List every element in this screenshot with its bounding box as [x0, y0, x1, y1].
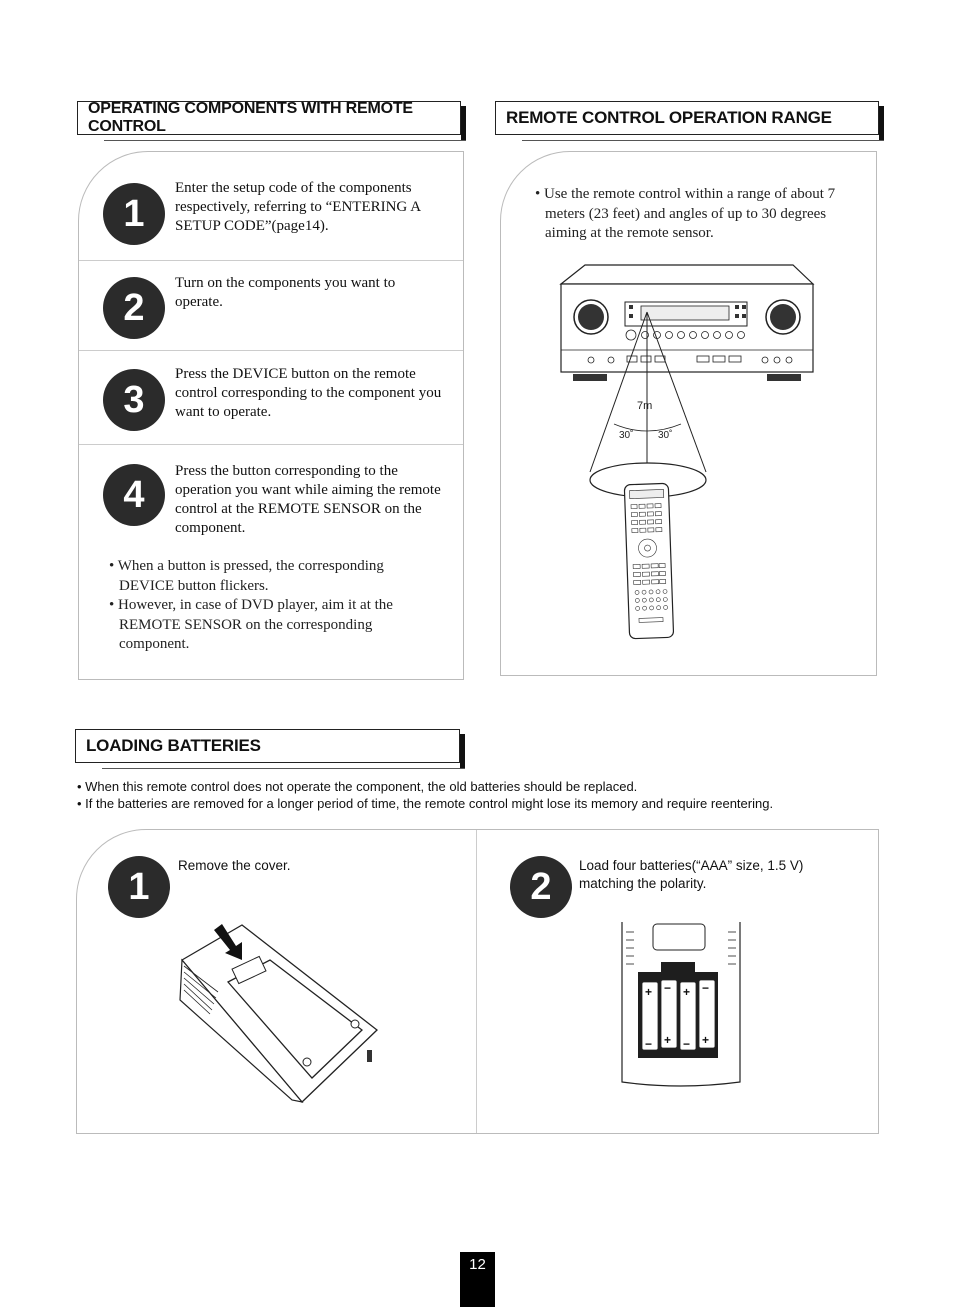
angle-right-label: 30˚	[658, 430, 673, 441]
svg-text:−: −	[683, 1037, 691, 1051]
batteries-bullets	[77, 778, 927, 812]
svg-text:−: −	[645, 1037, 653, 1051]
operating-section-title: OPERATING COMPONENTS WITH REMOTE CONTROL	[88, 100, 413, 135]
range-section-title: REMOTE CONTROL OPERATION RANGE	[506, 108, 832, 127]
operating-section-header	[77, 101, 461, 135]
batteries-section-title: LOADING BATTERIES	[86, 736, 261, 755]
range-section-header	[495, 101, 879, 135]
angle-left-label: 30˚	[619, 430, 634, 441]
remote-illustration	[624, 483, 673, 638]
step-2-badge: 2	[103, 277, 165, 339]
svg-text:+: +	[645, 985, 653, 999]
step-4-text: Press the button corresponding to the operation you want while aiming the remote control at the REMOTE SENSOR on the component.	[175, 463, 441, 536]
svg-text:+: +	[664, 1033, 672, 1047]
step-1-text: Enter the setup code of the components respectively, referring to “ENTERING A SETUP CODE”(page14).	[175, 180, 421, 234]
operating-notes	[109, 557, 439, 655]
svg-text:+: +	[702, 1033, 710, 1047]
svg-text:−: −	[702, 981, 710, 995]
range-text: • Use the remote control within a range of about 7 meters (23 feet) and angles of up to 30 degrees aiming at the remote sensor.	[535, 186, 836, 241]
battery-step-1-badge: 1	[108, 856, 170, 918]
battery-step-2-badge: 2	[510, 856, 572, 918]
operating-note-1: • When a button is pressed, the corresponding DEVICE button flickers.	[109, 558, 384, 594]
battery-step-1-text: Remove the cover.	[178, 858, 291, 873]
step-4-badge: 4	[103, 464, 165, 526]
distance-label: 7m	[637, 400, 653, 412]
step-2-text: Turn on the components you want to operate.	[175, 275, 396, 310]
operation-range-diagram	[555, 262, 820, 642]
svg-text:−: −	[664, 981, 672, 995]
battery-step-2-text: Load four batteries(“AAA” size, 1.5 V) matching the polarity.	[579, 858, 804, 891]
svg-text:+: +	[683, 985, 691, 999]
batteries-bullet-1: • When this remote control does not operate the component, the old batteries should be replaced.	[77, 779, 638, 794]
page-number: 12	[460, 1252, 495, 1307]
remove-cover-illustration	[172, 920, 387, 1110]
step-3-badge: 3	[103, 369, 165, 431]
operating-note-2: • However, in case of DVD player, aim it at the REMOTE SENSOR on the corresponding component.	[109, 597, 393, 652]
step-3-text: Press the DEVICE button on the remote control corresponding to the component you want to operate.	[175, 366, 442, 420]
load-batteries-illustration	[620, 922, 742, 1087]
receiver-illustration	[561, 265, 813, 381]
batteries-bullet-2: • If the batteries are removed for a longer period of time, the remote control might lose its memory and require reentering.	[77, 796, 774, 811]
batteries-section-header	[75, 729, 460, 763]
step-1-badge: 1	[103, 183, 165, 245]
